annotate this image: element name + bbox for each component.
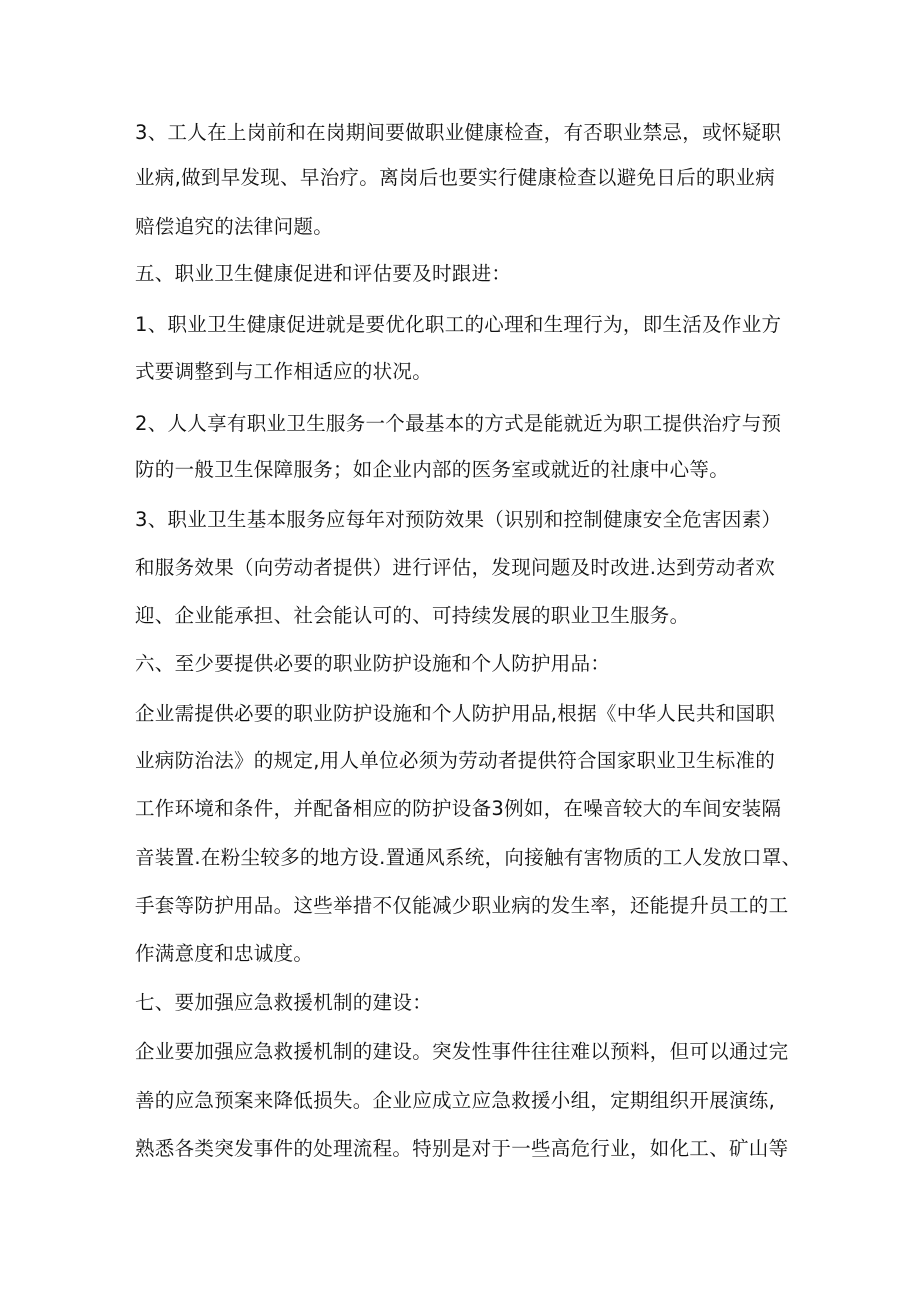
paragraph-line: 企业要加强应急救援机制的建设。突发性事件往往难以预料，但可以通过完 — [135, 1040, 789, 1063]
paragraph-line: 式要调整到与工作相适应的状况。 — [135, 360, 433, 383]
paragraph-line: 迎、企业能承担、社会能认可的、可持续发展的职业卫生服务。 — [135, 604, 690, 627]
paragraph-line: 和服务效果（向劳动者提供）进行评估，发现问题及时改进.达到劳动者欢 — [135, 556, 776, 579]
paragraph-line: 工作环境和条件，并配备相应的防护设备3例如，在噪音较大的车间安装隔 — [135, 797, 782, 820]
paragraph-line: 2、人人享有职业卫生服务一个最基本的方式是能就近为职工提供治疗与预 — [135, 412, 782, 435]
paragraph-line: 熟悉各类突发事件的处理流程。特别是对于一些高危行业，如化工、矿山等 — [135, 1137, 789, 1160]
paragraph-line: 赔偿追究的法律问题。 — [135, 215, 334, 238]
section-heading: 七、要加强应急救援机制的建设： — [135, 991, 433, 1014]
section-heading: 六、至少要提供必要的职业防护设施和个人防护用品： — [135, 652, 611, 675]
paragraph-line: 业病,做到早发现、早治疗。离岗后也要实行健康检查以避免日后的职业病 — [135, 166, 776, 189]
paragraph-line: 善的应急预案来降低损失。企业应成立应急救援小组，定期组织开展演练, — [135, 1089, 776, 1112]
paragraph-line: 业病防治法》的规定,用人单位必须为劳动者提供符合国家职业卫生标准的 — [135, 749, 776, 772]
paragraph-line: 防的一般卫生保障服务；如企业内部的医务室或就近的社康中心等。 — [135, 458, 730, 481]
paragraph-line: 3、工人在上岗前和在岗期间要做职业健康检查，有否职业禁忌，或怀疑职 — [135, 121, 782, 144]
paragraph-line: 3、职业卫生基本服务应每年对预防效果（识别和控制健康安全危害因素） — [135, 508, 782, 531]
paragraph-line: 手套等防护用品。这些举措不仅能减少职业病的发生率，还能提升员工的工 — [135, 894, 789, 917]
paragraph-line: 企业需提供必要的职业防护设施和个人防护用品,根据《中华人民共和国职 — [135, 702, 776, 725]
paragraph-line: 作满意度和忠诚度。 — [135, 942, 314, 965]
paragraph-line: 音装置.在粉尘较多的地方设.置通风系统，向接触有害物质的工人发放口罩、 — [135, 846, 802, 869]
section-heading: 五、职业卫生健康促进和评估要及时跟进： — [135, 262, 512, 285]
paragraph-line: 1、职业卫生健康促进就是要优化职工的心理和生理行为，即生活及作业方 — [135, 313, 782, 336]
